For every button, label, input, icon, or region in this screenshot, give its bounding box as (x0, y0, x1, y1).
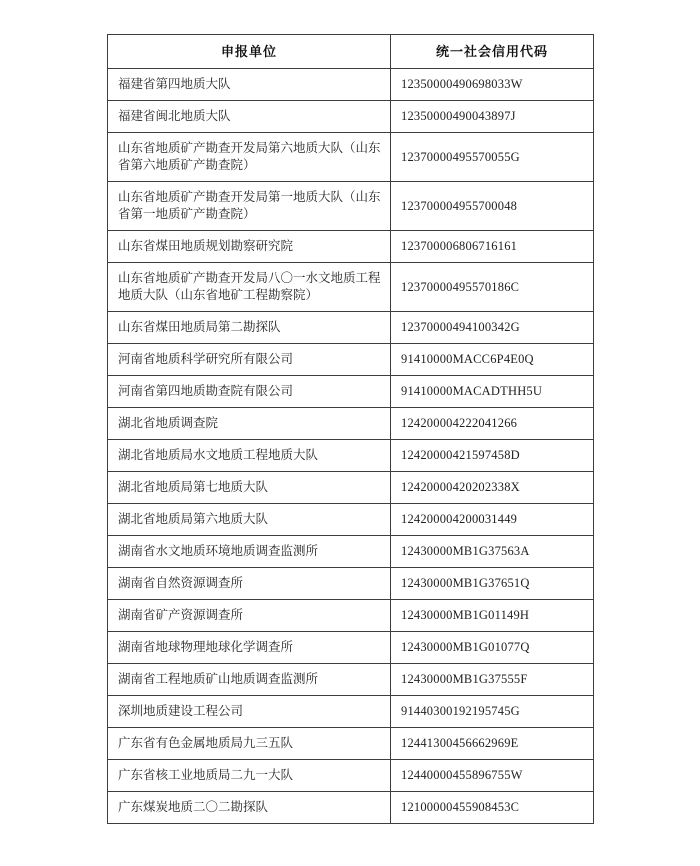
unit-cell: 广东省有色金属地质局九三五队 (108, 728, 391, 760)
code-cell: 12430000MB1G01077Q (391, 632, 594, 664)
code-cell: 12420000420202338X (391, 472, 594, 504)
unit-cell: 山东省地质矿产勘查开发局第六地质大队（山东省第六地质矿产勘查院） (108, 133, 391, 182)
code-cell: 12100000455908453C (391, 792, 594, 824)
code-cell: 12370000494100342G (391, 312, 594, 344)
unit-cell: 福建省闽北地质大队 (108, 101, 391, 133)
table-row (108, 344, 594, 376)
table-row (108, 133, 594, 182)
unit-cell: 湖北省地质局第六地质大队 (108, 504, 391, 536)
table-row (108, 472, 594, 504)
unit-cell: 山东省煤田地质局第二勘探队 (108, 312, 391, 344)
unit-cell: 河南省第四地质勘查院有限公司 (108, 376, 391, 408)
column-header-code: 统一社会信用代码 (391, 35, 594, 69)
unit-cell: 湖南省自然资源调查所 (108, 568, 391, 600)
code-cell: 12430000MB1G37651Q (391, 568, 594, 600)
table-row (108, 440, 594, 472)
code-cell: 91440300192195745G (391, 696, 594, 728)
column-header-unit: 申报单位 (108, 35, 391, 69)
table-row (108, 408, 594, 440)
code-cell: 124200004200031449 (391, 504, 594, 536)
table-row (108, 728, 594, 760)
table-row (108, 760, 594, 792)
table-row (108, 182, 594, 231)
unit-cell: 深圳地质建设工程公司 (108, 696, 391, 728)
table-row (108, 504, 594, 536)
code-cell: 91410000MACC6P4E0Q (391, 344, 594, 376)
table-row (108, 312, 594, 344)
table-row (108, 231, 594, 263)
unit-cell: 福建省第四地质大队 (108, 69, 391, 101)
code-cell: 12441300456662969E (391, 728, 594, 760)
code-cell: 12430000MB1G01149H (391, 600, 594, 632)
unit-cell: 山东省煤田地质规划勘察研究院 (108, 231, 391, 263)
unit-cell: 湖南省水文地质环境地质调查监测所 (108, 536, 391, 568)
code-cell: 12440000455896755W (391, 760, 594, 792)
table-row (108, 536, 594, 568)
unit-cell: 湖北省地质局水文地质工程地质大队 (108, 440, 391, 472)
code-cell: 91410000MACADTHH5U (391, 376, 594, 408)
code-cell: 123700006806716161 (391, 231, 594, 263)
table-row (108, 792, 594, 824)
unit-cell: 湖北省地质调查院 (108, 408, 391, 440)
code-cell: 12370000495570186C (391, 263, 594, 312)
table-row (108, 263, 594, 312)
unit-cell: 山东省地质矿产勘查开发局八〇一水文地质工程地质大队（山东省地矿工程勘察院） (108, 263, 391, 312)
unit-cell: 山东省地质矿产勘查开发局第一地质大队（山东省第一地质矿产勘查院） (108, 182, 391, 231)
table-row (108, 69, 594, 101)
code-cell: 12350000490043897J (391, 101, 594, 133)
code-cell: 12430000MB1G37555F (391, 664, 594, 696)
code-cell: 12350000490698033W (391, 69, 594, 101)
table-row (108, 632, 594, 664)
code-cell: 12430000MB1G37563A (391, 536, 594, 568)
table-row (108, 568, 594, 600)
unit-cell: 湖北省地质局第七地质大队 (108, 472, 391, 504)
credit-code-table (107, 34, 594, 824)
unit-cell: 广东煤炭地质二〇二勘探队 (108, 792, 391, 824)
unit-cell: 广东省核工业地质局二九一大队 (108, 760, 391, 792)
unit-cell: 湖南省地球物理地球化学调查所 (108, 632, 391, 664)
code-cell: 12420000421597458D (391, 440, 594, 472)
table-row (108, 376, 594, 408)
code-cell: 123700004955700048 (391, 182, 594, 231)
unit-cell: 湖南省工程地质矿山地质调查监测所 (108, 664, 391, 696)
table-header-row (108, 35, 594, 69)
code-cell: 12370000495570055G (391, 133, 594, 182)
table-row (108, 600, 594, 632)
table-row (108, 696, 594, 728)
code-cell: 124200004222041266 (391, 408, 594, 440)
unit-cell: 湖南省矿产资源调查所 (108, 600, 391, 632)
table-row (108, 664, 594, 696)
table-row (108, 101, 594, 133)
unit-cell: 河南省地质科学研究所有限公司 (108, 344, 391, 376)
